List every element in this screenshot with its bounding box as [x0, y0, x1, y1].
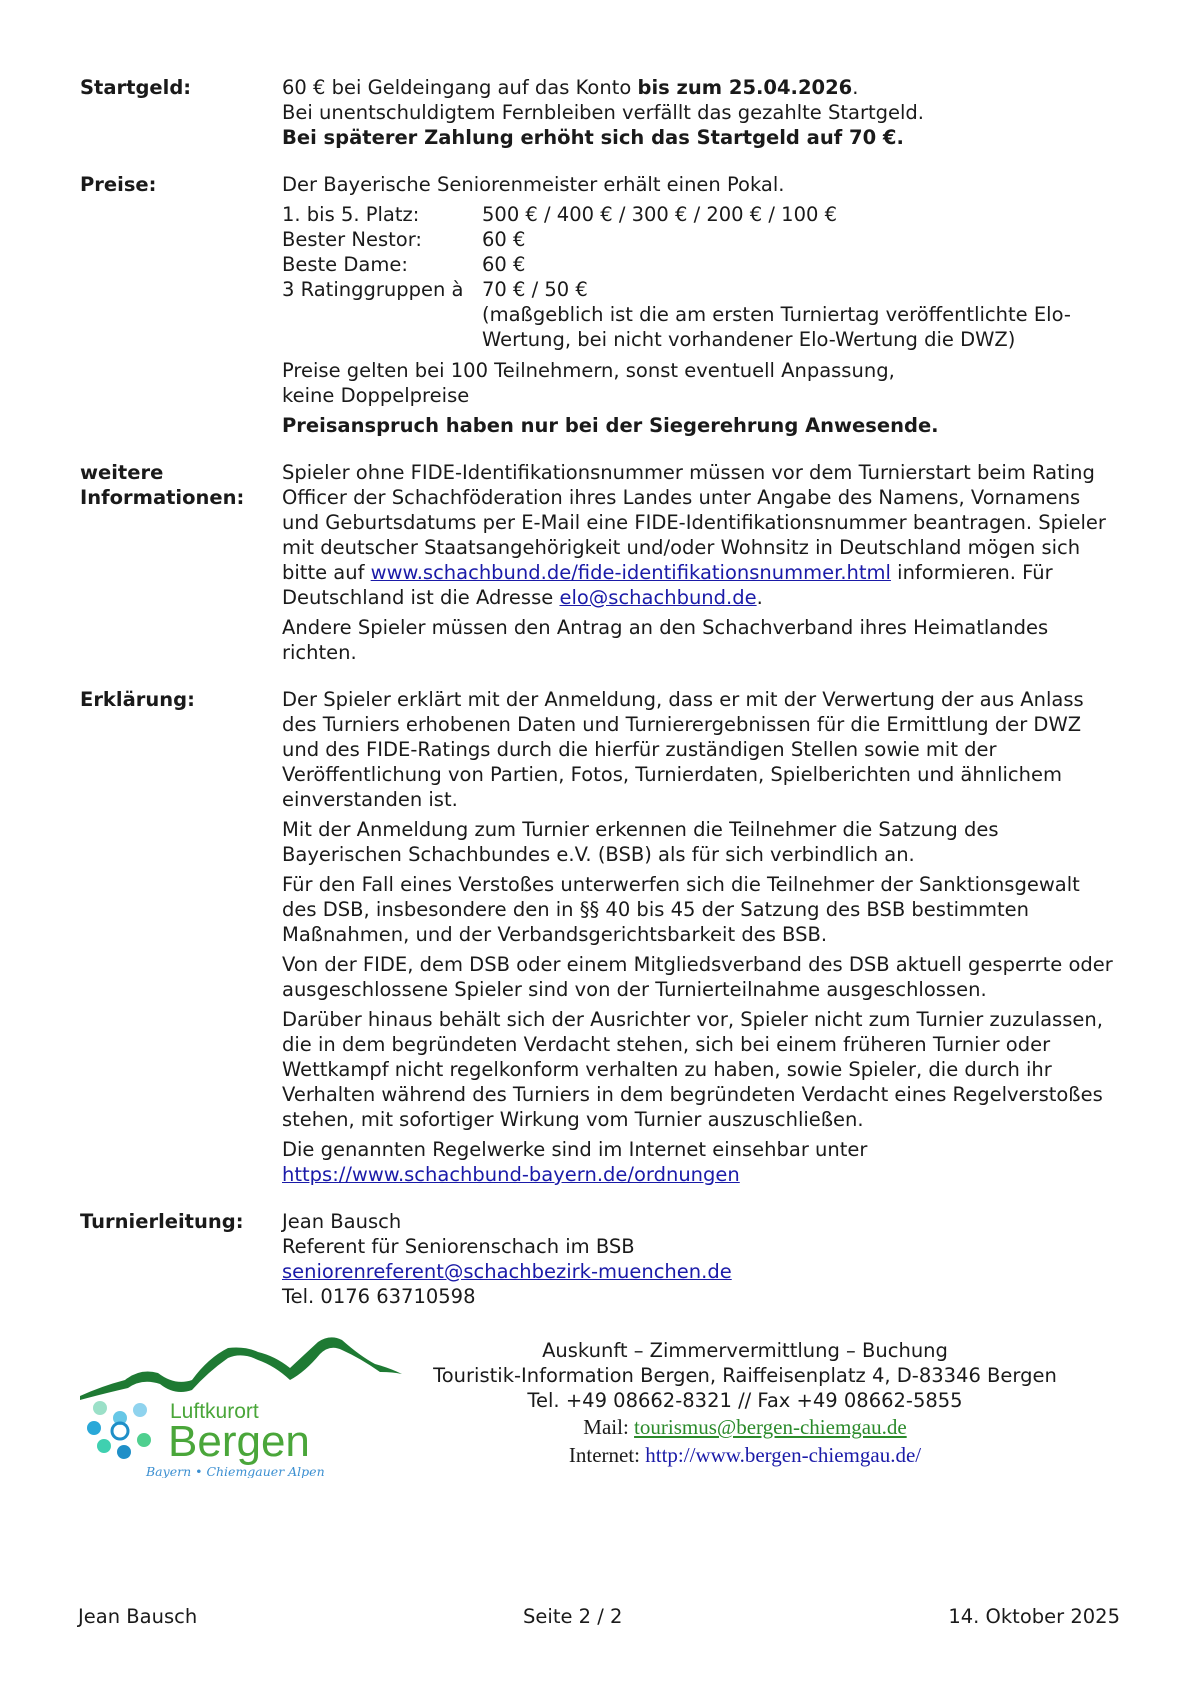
- section-weitere: [80, 460, 1120, 665]
- erklaerung-paragraph: Der Spieler erklärt mit der Anmeldung, dass er mit der Verwertung der aus Anlass des Turniers erhobenen Daten und Turnierergebnissen für die Ermittlung der DWZ und des FIDE-Ratings durch die hierfür zuständigen Stellen sowie mit der Veröffentlichung von Partien, Fotos, Turnierdaten, Spielberichten und ähnlichem einverstanden ist.: [282, 688, 1084, 811]
- contact-address: Touristik-Information Bergen, Raiffeisenplatz 4, D-83346 Bergen: [433, 1364, 1057, 1387]
- section-startgeld: Startgeld: 60 € bei Geldeingang auf das Konto bis zum 25.04.2026. Bei unentschuldigtem Fernbleiben verfällt das gezahlte Startgeld. Bei späterer Zahlung erhöht sich das Startgeld auf 70 €.: [80, 75, 1120, 150]
- contact-phone: Tel. +49 08662-8321 // Fax +49 08662-5855: [527, 1389, 963, 1412]
- logo-tagline: Bayern • Chiemgauer Alpen: [146, 1464, 325, 1478]
- prize-key: Bester Nestor:: [282, 228, 422, 251]
- prize-table: [282, 202, 1120, 352]
- tourism-email-link[interactable]: tourismus@bergen-chiemgau.de: [634, 1415, 907, 1439]
- director-name: Jean Bausch: [282, 1210, 402, 1233]
- preise-claim: Preisanspruch haben nur bei der Siegerehrung Anwesende.: [282, 414, 939, 437]
- regelwerke-link[interactable]: https://www.schachbund-bayern.de/ordnungen: [282, 1163, 740, 1186]
- label-preise: Preise:: [80, 173, 157, 196]
- footer-author: Jean Bausch: [78, 1605, 198, 1628]
- label-turnierleitung: Turnierleitung:: [80, 1210, 244, 1233]
- mountain-icon: [80, 1337, 402, 1400]
- preise-condition-2: keine Doppelpreise: [282, 384, 470, 407]
- footer-date: 14. Oktober 2025: [948, 1605, 1120, 1628]
- fide-id-link[interactable]: www.schachbund.de/fide-identifikationsnummer.html: [370, 561, 891, 584]
- prize-value: 70 € / 50 €: [482, 278, 588, 301]
- logo-title: Bergen: [168, 1417, 310, 1466]
- tourism-contact: Auskunft – Zimmervermittlung – Buchung Touristik-Information Bergen, Raiffeisenplatz 4, D-83346 Bergen Tel. +49 08662-8321 // Fax +49 08662-5855 Mail: tourismus@bergen-chiemgau.de Internet: http://www.bergen-chiemgau.de/: [410, 1338, 1080, 1469]
- erklaerung-paragraph: Von der FIDE, dem DSB oder einem Mitgliedsverband des DSB aktuell gesperrte oder ausgeschlossene Spieler sind von der Turnierteilnahme ausgeschlossen.: [282, 953, 1113, 1001]
- tourism-footer: [0, 1328, 1190, 1478]
- startgeld-note: Bei unentschuldigtem Fernbleiben verfällt das gezahlte Startgeld.: [282, 101, 924, 124]
- erklaerung-paragraph: Mit der Anmeldung zum Turnier erkennen die Teilnehmer die Satzung des Bayerischen Schachbundes e.V. (BSB) als für sich verbindlich an.: [282, 818, 999, 866]
- section-turnierleitung: [80, 1209, 1120, 1309]
- bergen-logo: [80, 1328, 405, 1478]
- erklaerung-paragraph: Für den Fall eines Verstoßes unterwerfen sich die Teilnehmer der Sanktionsgewalt des DSB, insbesondere den in §§ 40 bis 45 der Satzung des BSB bestimmten Maßnahmen, und der Verbandsgerichtsbarkeit des BSB.: [282, 873, 1080, 946]
- prize-value: 60 €: [482, 228, 526, 251]
- startgeld-deadline: bis zum 25.04.2026: [637, 76, 853, 99]
- section-erklaerung: [80, 687, 1120, 1187]
- logo-subtitle: Luftkurort: [170, 1400, 259, 1423]
- director-phone: Tel. 0176 63710598: [282, 1285, 476, 1308]
- document-body: [80, 75, 1120, 1331]
- prize-key: 1. bis 5. Platz:: [282, 203, 420, 226]
- prize-note: (maßgeblich ist die am ersten Turniertag veröffentlichte Elo-Wertung, bei nicht vorhandener Elo-Wertung die DWZ): [482, 303, 1071, 351]
- label-weitere: weitere Informationen:: [80, 461, 245, 509]
- elo-email-link[interactable]: elo@schachbund.de: [559, 586, 757, 609]
- director-email-link[interactable]: seniorenreferent@schachbezirk-muenchen.de: [282, 1260, 732, 1283]
- preise-condition: Preise gelten bei 100 Teilnehmern, sonst eventuell Anpassung,: [282, 359, 895, 382]
- weitere-paragraph-2: Andere Spieler müssen den Antrag an den Schachverband ihres Heimatlandes richten.: [282, 616, 1049, 664]
- prize-value: 500 € / 400 € / 300 € / 200 € / 100 €: [482, 203, 837, 226]
- footer-page-number: Seite 2 / 2: [523, 1605, 623, 1628]
- contact-line: Auskunft – Zimmervermittlung – Buchung: [542, 1339, 948, 1362]
- preise-intro: Der Bayerische Seniorenmeister erhält einen Pokal.: [282, 173, 785, 196]
- weitere-paragraph: Spieler ohne FIDE-Identifikationsnummer müssen vor dem Turnierstart beim Rating Officer der Schachföderation ihres Landes unter Angabe des Namens, Vornamens und Geburtsdatums per E-Mail eine FIDE-Identifikationsnummer beantragen. Spieler mit deutscher Staatsangehörigkeit und/oder Wohnsitz in Deutschland mögen sich bitte auf www.schachbund.de/fide-identifikationsnummer.html informieren. Für Deutschland ist die Adresse elo@schachbund.de.: [282, 461, 1106, 609]
- erklaerung-paragraph: Die genannten Regelwerke sind im Internet einsehbar unter: [282, 1138, 868, 1161]
- prize-key: Beste Dame:: [282, 253, 408, 276]
- startgeld-text: 60 € bei Geldeingang auf das Konto: [282, 76, 638, 99]
- label-startgeld: Startgeld:: [80, 76, 192, 99]
- director-role: Referent für Seniorenschach im BSB: [282, 1235, 635, 1258]
- prize-key: 3 Ratinggruppen à: [282, 278, 464, 301]
- flower-icon: [87, 1401, 151, 1459]
- label-erklaerung: Erklärung:: [80, 688, 195, 711]
- page-footer: [78, 1605, 1120, 1628]
- erklaerung-paragraph: Darüber hinaus behält sich der Ausrichter vor, Spieler nicht zum Turnier zuzulassen, die in dem begründeten Verdacht stehen, sich bei einem früheren Turnier oder Wettkampf nicht regelkonform verhalten zu haben, sowie Spieler, die durch ihr Verhalten während des Turniers in dem begründeten Verdacht eines Regelverstoßes stehen, mit sofortiger Wirkung vom Turnier auszuschließen.: [282, 1008, 1103, 1131]
- tourism-website-link[interactable]: http://www.bergen-chiemgau.de/: [645, 1443, 922, 1467]
- prize-value: 60 €: [482, 253, 526, 276]
- section-preise: [80, 172, 1120, 438]
- startgeld-late-fee: Bei späterer Zahlung erhöht sich das Startgeld auf 70 €.: [282, 126, 904, 149]
